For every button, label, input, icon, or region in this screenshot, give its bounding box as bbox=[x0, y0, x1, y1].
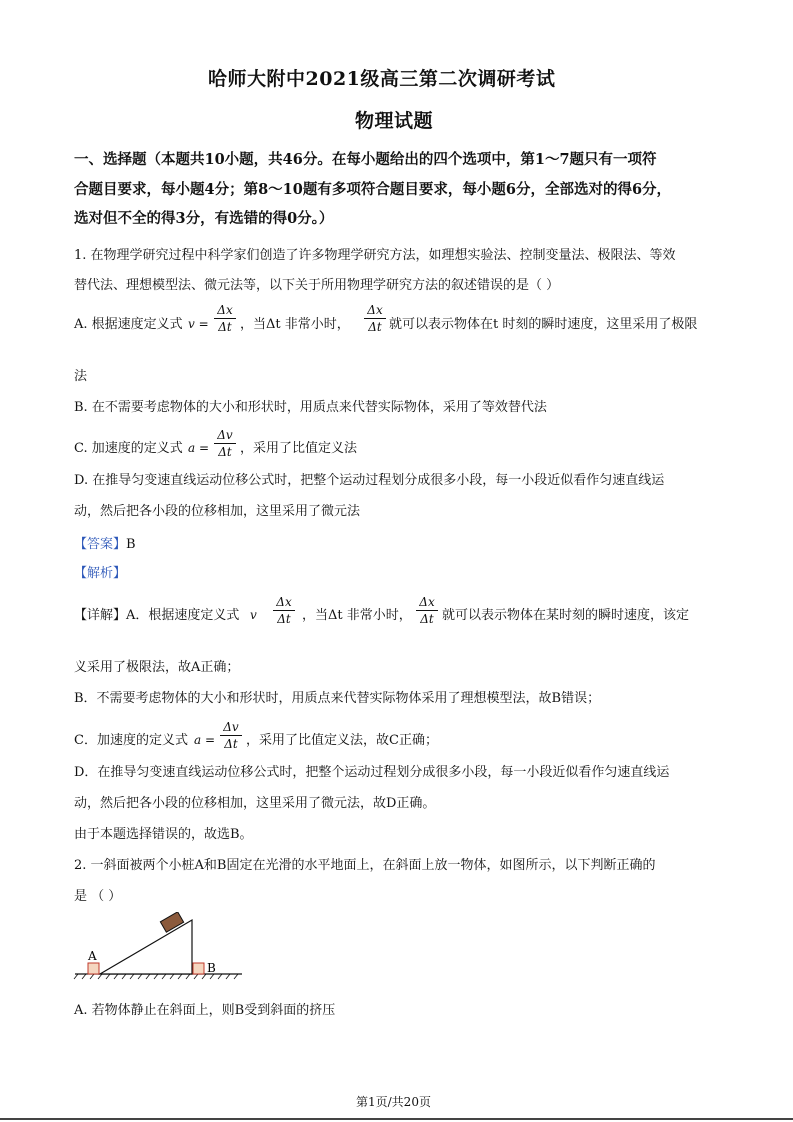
fraction-bar bbox=[364, 318, 386, 319]
answer-value: B bbox=[126, 537, 136, 552]
q1-option-b: B. 在不需要考虑物体的大小和形状时，用质点来代替实际物体，采用了等效替代法 bbox=[74, 400, 547, 415]
section-heading-line3: 选对但不全的得3分，有选错的得0分。） bbox=[74, 210, 334, 227]
q1-option-a-mid2: 就可以表示物体在t 时刻的瞬时速度，这里采用了极限 bbox=[389, 317, 698, 332]
fraction-denominator: Δt bbox=[420, 612, 434, 626]
fraction-numerator: Δx bbox=[367, 303, 383, 317]
q1-detail-c-a-eq: a = bbox=[194, 733, 216, 747]
q1-option-a-fraction bbox=[214, 303, 236, 334]
fraction-bar bbox=[214, 443, 236, 444]
fraction-numerator: Δv bbox=[217, 428, 233, 442]
fraction-numerator: Δx bbox=[276, 595, 292, 609]
q1-detail-fraction1 bbox=[273, 595, 295, 626]
q1-detail-b: B．不需要考虑物体的大小和形状时，用质点来代替实际物体采用了理想模型法，故B错误； bbox=[74, 691, 601, 706]
q1-option-a-prefix: A. 根据速度定义式 bbox=[74, 317, 183, 332]
q1-detail-a-prefix: 【详解】A．根据速度定义式 bbox=[74, 608, 240, 623]
stake-a bbox=[88, 963, 99, 974]
section-heading-line1: 一、选择题（本题共10小题，共46分。在每小题给出的四个选项中，第1～7题只有一项符 bbox=[74, 151, 657, 168]
q1-detail-fraction2 bbox=[416, 595, 438, 626]
fraction-denominator: Δt bbox=[277, 612, 291, 626]
q1-detail-d-line2: 动，然后把各小段的位移相加，这里采用了微元法，故D正确。 bbox=[74, 796, 436, 811]
q1-answer bbox=[74, 538, 136, 551]
q1-option-c-fraction bbox=[214, 428, 236, 459]
q1-detail-v: v bbox=[250, 608, 257, 622]
q1-option-c-post: ，采用了比值定义法 bbox=[240, 441, 358, 456]
page-title: 哈师大附中2021级高三第二次调研考试 bbox=[208, 68, 556, 90]
q1-detail-d-line1: D．在推导匀变速直线运动位移公式时，把整个运动过程划分成很多小段，每一小段近似看作匀速直线运 bbox=[74, 765, 670, 780]
stake-b bbox=[193, 963, 204, 974]
fraction-denominator: Δt bbox=[218, 445, 232, 459]
q2-option-a: A. 若物体静止在斜面上，则B受到斜面的挤压 bbox=[74, 1003, 336, 1018]
q1-detail-c-prefix: C．加速度的定义式 bbox=[74, 733, 188, 748]
answer-tag: 【答案】 bbox=[74, 537, 127, 552]
fraction-bar bbox=[214, 318, 236, 319]
section-heading-line2: 合题目要求，每小题4分；第8～10题有多项符合题目要求，每小题6分，全部选对的得6分， bbox=[74, 181, 672, 198]
fraction-numerator: Δx bbox=[419, 595, 435, 609]
q1-option-a-v-eq: v = bbox=[188, 317, 209, 331]
fraction-numerator: Δx bbox=[217, 303, 233, 317]
q1-detail-c-post: ，采用了比值定义法，故C正确； bbox=[246, 733, 438, 748]
label-b: B bbox=[207, 961, 216, 975]
q1-detail-a-mid2: 就可以表示物体在某时刻的瞬时速度，该定 bbox=[442, 608, 690, 623]
q1-option-c-a-eq: a = bbox=[188, 441, 210, 455]
fraction-bar bbox=[273, 610, 295, 611]
label-a: A bbox=[88, 949, 97, 963]
q1-stem-line2: 替代法、理想模型法、微元法等，以下关于所用物理学研究方法的叙述错误的是（ ） bbox=[74, 278, 560, 293]
q1-conclusion: 由于本题选择错误的，故选B。 bbox=[74, 827, 253, 842]
page-subtitle: 物理试题 bbox=[355, 110, 434, 132]
page-number: 第1页/共20页 bbox=[356, 1095, 431, 1109]
q2-stem-line2: 是 （ ） bbox=[74, 889, 122, 904]
q1-detail-c-fraction bbox=[220, 720, 242, 751]
q1-option-a-end: 法 bbox=[74, 369, 88, 384]
fraction-bar bbox=[416, 610, 438, 611]
q1-analysis-tag: 【解析】 bbox=[74, 566, 127, 581]
q1-option-c-prefix: C. 加速度的定义式 bbox=[74, 441, 183, 456]
q1-stem-line1: 1. 在物理学研究过程中科学家们创造了许多物理学研究方法，如理想实验法、控制变量法、极限法、等效 bbox=[74, 248, 676, 263]
fraction-denominator: Δt bbox=[218, 320, 232, 334]
fraction-denominator: Δt bbox=[368, 320, 382, 334]
fraction-numerator: Δv bbox=[223, 720, 239, 734]
q1-option-a-fraction2 bbox=[364, 303, 386, 334]
q2-stem-line1: 2. 一斜面被两个小桩A和B固定在光滑的水平地面上，在斜面上放一物体，如图所示，以下判断正确的 bbox=[74, 858, 656, 873]
fraction-denominator: Δt bbox=[224, 737, 238, 751]
q1-detail-a-mid1: ，当Δt 非常小时， bbox=[302, 608, 412, 623]
q1-detail-a-end: 义采用了极限法，故A正确； bbox=[74, 660, 240, 675]
footer-rule bbox=[0, 1118, 793, 1120]
fraction-bar bbox=[220, 735, 242, 736]
incline-figure bbox=[70, 912, 250, 982]
q1-option-a-mid1: ，当Δt 非常小时， bbox=[240, 317, 350, 332]
q1-option-d-line2: 动，然后把各小段的位移相加，这里采用了微元法 bbox=[74, 504, 361, 519]
q1-option-d-line1: D. 在推导匀变速直线运动位移公式时，把整个运动过程划分成很多小段，每一小段近似看作匀速直线运 bbox=[74, 473, 665, 488]
incline-wedge bbox=[100, 920, 192, 974]
